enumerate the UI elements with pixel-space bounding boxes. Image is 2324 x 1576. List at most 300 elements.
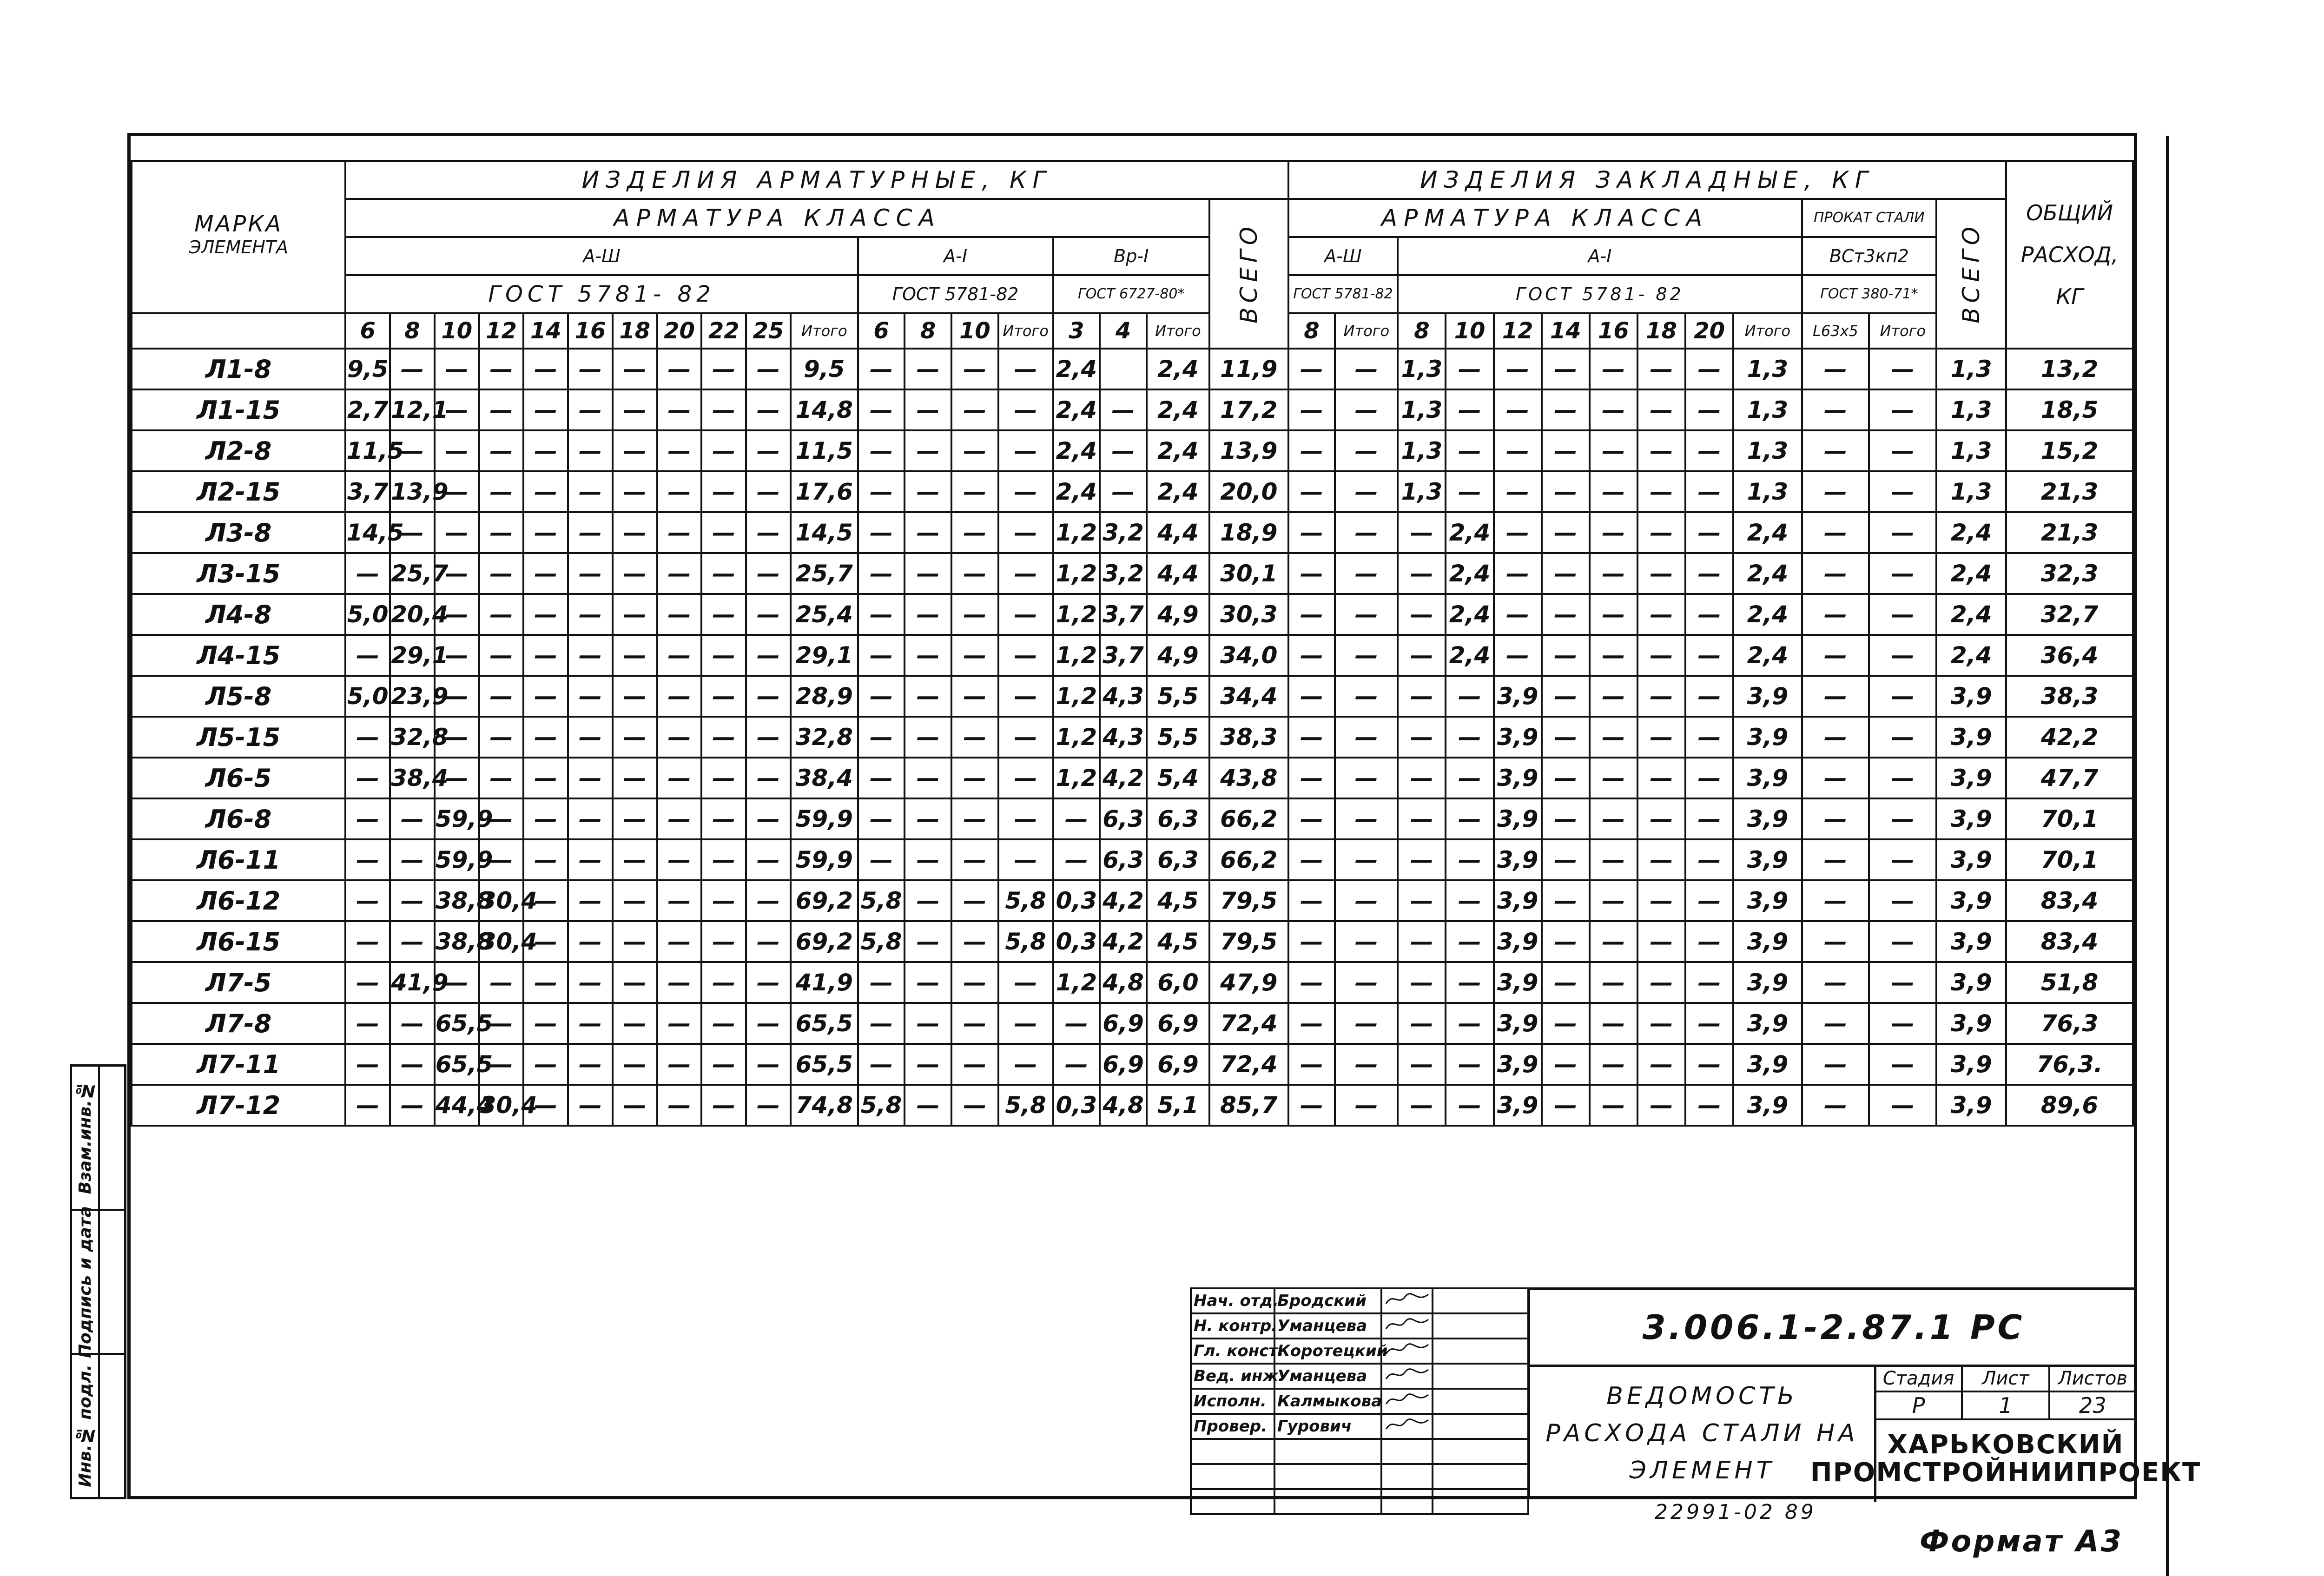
value-cell: 5,8: [998, 1085, 1053, 1126]
value-cell: —: [905, 553, 951, 594]
gost-ea3-header: ГОСТ 5781-82: [1288, 275, 1398, 313]
value-cell: 42,2: [2006, 717, 2133, 758]
value-cell: 2,4: [1053, 349, 1100, 389]
value-cell: —: [998, 758, 1053, 798]
value-cell: —: [998, 1003, 1053, 1044]
value-cell: —: [905, 880, 951, 921]
value-cell: —: [701, 349, 746, 389]
value-cell: —: [858, 389, 905, 430]
value-cell: —: [1053, 839, 1100, 880]
value-cell: —: [1288, 921, 1335, 962]
value-cell: —: [701, 389, 746, 430]
value-cell: —: [345, 798, 390, 839]
value-cell: —: [523, 430, 568, 471]
role-cell: Гл. конст.: [1191, 1339, 1274, 1364]
value-cell: —: [905, 717, 951, 758]
value-cell: 6,9: [1147, 1044, 1209, 1085]
value-cell: 18,9: [1209, 512, 1288, 553]
element-mark-cell: Л7-11: [132, 1044, 345, 1085]
date-cell: [1433, 1464, 1528, 1489]
value-cell: —: [523, 798, 568, 839]
signature-row: [1191, 1489, 1528, 1514]
value-cell: —: [1869, 471, 1936, 512]
value-cell: —: [1288, 1085, 1335, 1126]
value-cell: —: [701, 635, 746, 676]
value-cell: 4,9: [1147, 635, 1209, 676]
value-cell: —: [951, 1085, 998, 1126]
value-cell: —: [746, 676, 791, 717]
value-cell: —: [1637, 553, 1685, 594]
value-cell: 74,8: [791, 1085, 858, 1126]
value-cell: —: [390, 839, 435, 880]
value-cell: —: [1802, 1003, 1869, 1044]
value-cell: —: [1288, 430, 1335, 471]
table-row: [132, 676, 2133, 717]
value-cell: 6,3: [1100, 839, 1147, 880]
value-cell: —: [435, 594, 479, 635]
value-cell: —: [613, 512, 657, 553]
diameter-header-a1-3: Итого: [998, 313, 1053, 349]
value-cell: 34,4: [1209, 676, 1288, 717]
value-cell: 1,2: [1053, 512, 1100, 553]
value-cell: —: [390, 1003, 435, 1044]
value-cell: —: [1590, 921, 1637, 962]
value-cell: 1,2: [1053, 758, 1100, 798]
value-cell: —: [1542, 389, 1590, 430]
value-cell: —: [479, 430, 524, 471]
value-cell: —: [1335, 1003, 1398, 1044]
value-cell: —: [1335, 594, 1398, 635]
value-cell: —: [1685, 1044, 1733, 1085]
value-cell: —: [657, 880, 702, 921]
value-cell: —: [1637, 921, 1685, 962]
value-cell: —: [1542, 921, 1590, 962]
role-cell: [1191, 1439, 1274, 1464]
value-cell: 5,0: [345, 676, 390, 717]
value-cell: —: [1398, 798, 1446, 839]
value-cell: 2,4: [1053, 389, 1100, 430]
value-cell: 2,4: [1936, 512, 2006, 553]
value-cell: 1,3: [1733, 389, 1802, 430]
date-cell: [1433, 1439, 1528, 1464]
value-cell: —: [1590, 717, 1637, 758]
value-cell: 69,2: [791, 880, 858, 921]
value-cell: —: [1398, 512, 1446, 553]
value-cell: 2,4: [1733, 594, 1802, 635]
value-cell: 3,9: [1494, 758, 1542, 798]
value-cell: —: [657, 798, 702, 839]
value-cell: —: [998, 717, 1053, 758]
value-cell: 5,8: [998, 921, 1053, 962]
value-cell: —: [858, 717, 905, 758]
value-cell: 2,4: [1147, 471, 1209, 512]
value-cell: —: [435, 553, 479, 594]
element-mark-cell: Л7-8: [132, 1003, 345, 1044]
table-row: [132, 1044, 2133, 1085]
sheets-value: 23: [2049, 1391, 2136, 1419]
value-cell: 5,5: [1147, 676, 1209, 717]
value-cell: 2,4: [1446, 635, 1493, 676]
value-cell: —: [1590, 635, 1637, 676]
table-row: [132, 389, 2133, 430]
value-cell: 3,9: [1733, 1044, 1802, 1085]
value-cell: 47,9: [1209, 962, 1288, 1003]
value-cell: 21,3: [2006, 471, 2133, 512]
value-cell: —: [951, 1003, 998, 1044]
value-cell: —: [435, 717, 479, 758]
value-cell: —: [1335, 349, 1398, 389]
value-cell: —: [345, 921, 390, 962]
value-cell: 3,9: [1936, 717, 2006, 758]
value-cell: —: [951, 553, 998, 594]
value-cell: —: [657, 1003, 702, 1044]
side-label-replace: Взам.инв.№: [75, 1081, 95, 1194]
value-cell: 23,9: [390, 676, 435, 717]
value-cell: —: [479, 717, 524, 758]
diameter-header-ea1-6: 20: [1685, 313, 1733, 349]
name-cell: Бродский: [1274, 1288, 1381, 1313]
value-cell: —: [701, 798, 746, 839]
mark-header-bottom: ЭЛЕМЕНТА: [132, 237, 345, 313]
diameter-header-a3-0: 6: [345, 313, 390, 349]
value-cell: 1,3: [1936, 471, 2006, 512]
value-cell: —: [1685, 349, 1733, 389]
value-cell: —: [1685, 512, 1733, 553]
value-cell: 4,4: [1147, 512, 1209, 553]
value-cell: —: [1685, 1085, 1733, 1126]
value-cell: —: [657, 758, 702, 798]
side-label-signature: Подпись и дата: [75, 1206, 95, 1358]
value-cell: —: [701, 880, 746, 921]
name-cell: Уманцева: [1274, 1364, 1381, 1389]
mark-header-top: МАРКА: [132, 161, 345, 237]
element-mark-cell: Л7-12: [132, 1085, 345, 1126]
value-cell: —: [1100, 389, 1147, 430]
value-cell: —: [746, 635, 791, 676]
value-cell: —: [905, 962, 951, 1003]
value-cell: —: [435, 512, 479, 553]
mark-header-spacer: [132, 313, 345, 349]
value-cell: 3,9: [1733, 758, 1802, 798]
value-cell: —: [701, 717, 746, 758]
value-cell: 2,4: [1446, 553, 1493, 594]
value-cell: —: [657, 1085, 702, 1126]
embed-a3-header: А-Ш: [1288, 237, 1398, 275]
value-cell: —: [905, 1085, 951, 1126]
value-cell: —: [1685, 553, 1733, 594]
value-cell: —: [1590, 430, 1637, 471]
value-cell: —: [1288, 798, 1335, 839]
value-cell: —: [1685, 1003, 1733, 1044]
value-cell: —: [858, 349, 905, 389]
value-cell: —: [1335, 1044, 1398, 1085]
org-line-1: ХАРЬКОВСКИЙ: [1887, 1430, 2124, 1460]
value-cell: —: [1802, 471, 1869, 512]
value-cell: —: [1802, 758, 1869, 798]
value-cell: —: [479, 553, 524, 594]
value-cell: —: [568, 349, 613, 389]
element-mark-cell: Л1-15: [132, 389, 345, 430]
value-cell: 3,9: [1494, 962, 1542, 1003]
value-cell: —: [657, 717, 702, 758]
value-cell: 4,5: [1147, 880, 1209, 921]
diameter-header-ea1-0: 8: [1398, 313, 1446, 349]
value-cell: 13,9: [390, 471, 435, 512]
value-cell: —: [1494, 594, 1542, 635]
value-cell: —: [1802, 962, 1869, 1003]
element-mark-cell: Л3-15: [132, 553, 345, 594]
value-cell: —: [1802, 676, 1869, 717]
value-cell: —: [1446, 798, 1493, 839]
organization: [1810, 1416, 2201, 1502]
signature-scribble: [1384, 1290, 1431, 1308]
value-cell: —: [1542, 512, 1590, 553]
element-mark-cell: Л6-8: [132, 798, 345, 839]
table-row: [132, 553, 2133, 594]
value-cell: 6,3: [1147, 839, 1209, 880]
value-cell: —: [1542, 1003, 1590, 1044]
signature-row: [1191, 1464, 1528, 1489]
value-cell: —: [701, 921, 746, 962]
value-cell: —: [1288, 758, 1335, 798]
value-cell: —: [905, 758, 951, 798]
value-cell: —: [568, 1044, 613, 1085]
signature-row: [1191, 1389, 1528, 1414]
value-cell: —: [1053, 1044, 1100, 1085]
value-cell: —: [746, 471, 791, 512]
value-cell: 0,3: [1053, 880, 1100, 921]
value-cell: 59,9: [435, 798, 479, 839]
value-cell: —: [858, 635, 905, 676]
signature-scribble: [1384, 1365, 1431, 1384]
value-cell: —: [1542, 676, 1590, 717]
value-cell: —: [951, 349, 998, 389]
value-cell: —: [1542, 717, 1590, 758]
date-cell: [1433, 1489, 1528, 1514]
value-cell: —: [1335, 839, 1398, 880]
title-line-2: РАСХОДА СТАЛИ НА: [1545, 1419, 1859, 1447]
gost-ea1-header: ГОСТ 5781- 82: [1398, 275, 1802, 313]
value-cell: —: [345, 880, 390, 921]
role-cell: Н. контр.: [1191, 1313, 1274, 1339]
reinf-class-header: АРМАТУРА КЛАССА: [345, 199, 1209, 237]
value-cell: —: [1869, 553, 1936, 594]
value-cell: 2,4: [1053, 471, 1100, 512]
value-cell: 76,3: [2006, 1003, 2133, 1044]
value-cell: 66,2: [1209, 798, 1288, 839]
value-cell: —: [479, 389, 524, 430]
value-cell: —: [746, 962, 791, 1003]
value-cell: —: [1100, 430, 1147, 471]
value-cell: —: [613, 389, 657, 430]
value-cell: —: [657, 635, 702, 676]
value-cell: —: [998, 389, 1053, 430]
org-line-2: ПРОМСТРОЙНИИПРОЕКТ: [1810, 1457, 2201, 1488]
value-cell: —: [613, 758, 657, 798]
value-cell: —: [568, 676, 613, 717]
value-cell: —: [1869, 1003, 1936, 1044]
value-cell: 3,9: [1733, 1085, 1802, 1126]
value-cell: —: [858, 594, 905, 635]
diameter-header-a3-8: 22: [701, 313, 746, 349]
value-cell: —: [1398, 921, 1446, 962]
value-cell: —: [905, 471, 951, 512]
value-cell: —: [1446, 758, 1493, 798]
value-cell: —: [479, 349, 524, 389]
value-cell: —: [1802, 880, 1869, 921]
value-cell: —: [951, 471, 998, 512]
value-cell: 1,3: [1733, 349, 1802, 389]
value-cell: 47,7: [2006, 758, 2133, 798]
value-cell: —: [1685, 798, 1733, 839]
value-cell: —: [858, 962, 905, 1003]
value-cell: —: [858, 1003, 905, 1044]
value-cell: —: [998, 798, 1053, 839]
value-cell: —: [1869, 512, 1936, 553]
value-cell: —: [1869, 349, 1936, 389]
value-cell: —: [1869, 594, 1936, 635]
value-cell: —: [657, 389, 702, 430]
value-cell: —: [701, 839, 746, 880]
value-cell: —: [523, 553, 568, 594]
table-row: [132, 839, 2133, 880]
role-cell: Исполн.: [1191, 1389, 1274, 1414]
value-cell: 1,3: [1398, 471, 1446, 512]
value-cell: 3,9: [1494, 798, 1542, 839]
value-cell: 6,3: [1147, 798, 1209, 839]
value-cell: —: [951, 839, 998, 880]
value-cell: —: [1446, 962, 1493, 1003]
value-cell: —: [1637, 430, 1685, 471]
value-cell: 89,6: [2006, 1085, 2133, 1126]
value-cell: 72,4: [1209, 1044, 1288, 1085]
signature-cell: [1381, 1464, 1433, 1489]
value-cell: —: [998, 430, 1053, 471]
value-cell: —: [568, 430, 613, 471]
value-cell: 59,9: [435, 839, 479, 880]
value-cell: —: [435, 635, 479, 676]
value-cell: 69,2: [791, 921, 858, 962]
embed-total-header: ВСЕГО: [1936, 199, 2006, 349]
value-cell: —: [1542, 880, 1590, 921]
value-cell: 2,4: [1733, 553, 1802, 594]
name-cell: Уманцева: [1274, 1313, 1381, 1339]
value-cell: —: [523, 1085, 568, 1126]
value-cell: —: [1335, 921, 1398, 962]
value-cell: 2,7: [345, 389, 390, 430]
value-cell: —: [479, 962, 524, 1003]
element-mark-cell: Л3-8: [132, 512, 345, 553]
value-cell: 4,4: [1147, 553, 1209, 594]
value-cell: —: [613, 553, 657, 594]
element-mark-cell: Л2-8: [132, 430, 345, 471]
value-cell: —: [701, 553, 746, 594]
value-cell: —: [1335, 758, 1398, 798]
value-cell: 51,8: [2006, 962, 2133, 1003]
stage-table: [1874, 1365, 2137, 1420]
table-row: [132, 758, 2133, 798]
value-cell: —: [1802, 717, 1869, 758]
table-row: [132, 1003, 2133, 1044]
value-cell: 38,4: [390, 758, 435, 798]
value-cell: 5,5: [1147, 717, 1209, 758]
value-cell: 13,9: [1209, 430, 1288, 471]
class-a3-header: А-Ш: [345, 237, 858, 275]
value-cell: —: [523, 1044, 568, 1085]
value-cell: —: [1398, 717, 1446, 758]
date-cell: [1433, 1288, 1528, 1313]
value-cell: 65,5: [435, 1003, 479, 1044]
value-cell: 2,4: [1147, 349, 1209, 389]
signature-cell: [1381, 1288, 1433, 1313]
value-cell: —: [905, 594, 951, 635]
value-cell: —: [479, 512, 524, 553]
table-row: [132, 635, 2133, 676]
value-cell: 3,9: [1733, 676, 1802, 717]
value-cell: —: [1590, 758, 1637, 798]
value-cell: —: [905, 839, 951, 880]
steel-consumption-table: [131, 160, 2134, 1127]
signature-cell: [1381, 1339, 1433, 1364]
value-cell: —: [858, 676, 905, 717]
embed-group-header: ИЗДЕЛИЯ ЗАКЛАДНЫЕ, КГ: [1288, 161, 2007, 199]
value-cell: —: [1288, 880, 1335, 921]
value-cell: —: [390, 1085, 435, 1126]
value-cell: —: [1685, 921, 1733, 962]
value-cell: —: [905, 635, 951, 676]
value-cell: —: [1590, 553, 1637, 594]
element-mark-cell: Л6-11: [132, 839, 345, 880]
value-cell: 3,9: [1733, 921, 1802, 962]
value-cell: —: [1398, 758, 1446, 798]
value-cell: —: [1637, 594, 1685, 635]
value-cell: —: [998, 676, 1053, 717]
value-cell: —: [479, 635, 524, 676]
value-cell: —: [568, 1085, 613, 1126]
value-cell: 2,4: [1446, 594, 1493, 635]
value-cell: 17,6: [791, 471, 858, 512]
value-cell: —: [345, 839, 390, 880]
value-cell: —: [390, 349, 435, 389]
value-cell: —: [701, 594, 746, 635]
value-cell: —: [1590, 1085, 1637, 1126]
value-cell: —: [613, 962, 657, 1003]
value-cell: —: [1288, 962, 1335, 1003]
value-cell: —: [1802, 389, 1869, 430]
class-a1-header: А-I: [858, 237, 1053, 275]
value-cell: 36,4: [2006, 635, 2133, 676]
value-cell: —: [1685, 962, 1733, 1003]
value-cell: —: [1288, 717, 1335, 758]
value-cell: —: [1494, 349, 1542, 389]
value-cell: —: [1335, 798, 1398, 839]
diameter-header-ea1-1: 10: [1446, 313, 1493, 349]
value-cell: 65,5: [791, 1003, 858, 1044]
value-cell: —: [1335, 430, 1398, 471]
element-mark-cell: Л1-8: [132, 349, 345, 389]
value-cell: —: [613, 839, 657, 880]
table-row: [132, 512, 2133, 553]
value-cell: —: [1446, 471, 1493, 512]
value-cell: —: [1590, 594, 1637, 635]
value-cell: —: [746, 1085, 791, 1126]
value-cell: —: [568, 717, 613, 758]
diameter-header-ea1-4: 16: [1590, 313, 1637, 349]
name-cell: Коротецкий: [1274, 1339, 1381, 1364]
value-cell: —: [1398, 594, 1446, 635]
value-cell: —: [568, 635, 613, 676]
name-cell: [1274, 1489, 1381, 1514]
